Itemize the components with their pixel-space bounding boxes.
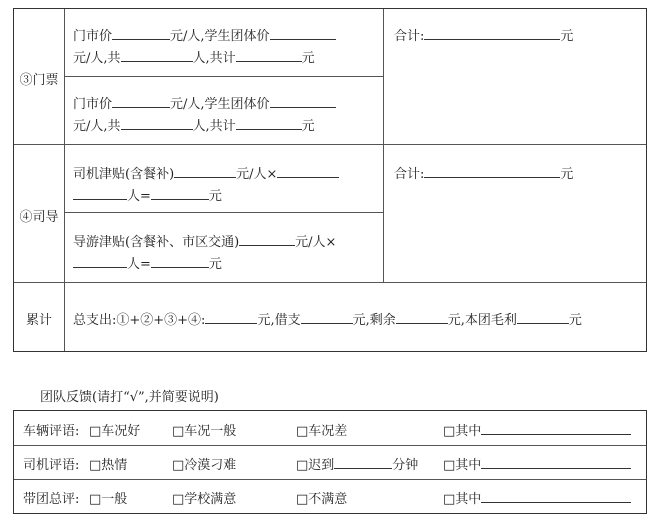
- driver-allowance-blank[interactable]: [174, 163, 236, 178]
- feedback-title: 团队反馈(请打“√”,并简要说明): [40, 390, 219, 405]
- option-other[interactable]: □其中: [443, 454, 631, 473]
- total-expense-blank[interactable]: [205, 309, 257, 324]
- late-minutes-blank[interactable]: [334, 454, 392, 469]
- student-price-blank[interactable]: [270, 25, 336, 40]
- label-column-divider: [64, 9, 65, 351]
- overall-feedback-row: [14, 479, 646, 513]
- driver-count-blank[interactable]: [277, 163, 339, 178]
- guide-line1: 导游津贴(含餐补、市区交通) 元/人×: [73, 231, 336, 251]
- gross-profit-blank[interactable]: [517, 309, 569, 324]
- staff-row-divider: [64, 212, 383, 213]
- section-divider-1: [14, 144, 646, 145]
- expense-table: [13, 8, 647, 352]
- driver-feedback-label: 司机评语:: [23, 458, 80, 473]
- total-column-divider: [383, 9, 384, 282]
- option-average[interactable]: □一般: [89, 492, 128, 507]
- tickets-total-blank[interactable]: [424, 25, 560, 40]
- ticket-row1-line1: 门市价 元/人,学生团体价: [73, 25, 336, 45]
- ticket-row2-line2: 元/人,共 人,共计 元: [73, 115, 315, 135]
- option-late[interactable]: □迟到 分钟: [296, 454, 418, 473]
- ticket-row1-line2: 元/人,共 人,共计 元: [73, 47, 315, 67]
- option-school-satisfied[interactable]: □学校满意: [172, 492, 237, 507]
- driver-line1: 司机津贴(含餐补) 元/人×: [73, 163, 339, 183]
- ticket-row2-line1: 门市价 元/人,学生团体价: [73, 93, 336, 113]
- option-good-condition[interactable]: □车况好: [89, 424, 141, 439]
- driver-line2: 人= 元: [73, 185, 222, 205]
- ticket-subtotal-blank[interactable]: [236, 47, 302, 62]
- cumulative-label: 累计: [25, 313, 52, 328]
- option-poor-condition[interactable]: □车况差: [296, 424, 348, 439]
- advance-blank[interactable]: [301, 309, 353, 324]
- overall-feedback-label: 带团总评:: [23, 492, 80, 507]
- guide-line2: 人= 元: [73, 253, 222, 273]
- other-comment-blank[interactable]: [481, 420, 631, 435]
- feedback-table: [13, 410, 647, 514]
- guide-people-blank[interactable]: [73, 253, 127, 268]
- other-comment-blank[interactable]: [481, 454, 631, 469]
- remaining-blank[interactable]: [396, 309, 448, 324]
- driver-feedback-row: [14, 445, 646, 479]
- option-not-satisfied[interactable]: □不满意: [296, 492, 348, 507]
- option-average-condition[interactable]: □车况一般: [172, 424, 237, 439]
- retail-price-blank[interactable]: [112, 25, 170, 40]
- guide-allowance-blank[interactable]: [239, 231, 295, 246]
- people-count-blank[interactable]: [121, 47, 193, 62]
- ticket-row-divider: [64, 76, 383, 77]
- staff-total-blank[interactable]: [424, 163, 560, 178]
- guide-subtotal-blank[interactable]: [151, 253, 209, 268]
- vehicle-feedback-row: [14, 411, 646, 445]
- tickets-total: 合计: 元: [394, 25, 573, 45]
- ticket-subtotal-blank[interactable]: [236, 115, 302, 130]
- option-other[interactable]: □其中: [443, 488, 631, 507]
- other-comment-blank[interactable]: [481, 488, 631, 503]
- section-divider-2: [14, 282, 646, 283]
- retail-price-blank[interactable]: [112, 93, 170, 108]
- staff-label: ④司导: [19, 210, 59, 225]
- driver-people-blank[interactable]: [73, 185, 127, 200]
- cumulative-line: 总支出:①+②+③+④: 元,借支 元,剩余 元,本团毛利 元: [73, 309, 582, 329]
- driver-subtotal-blank[interactable]: [151, 185, 209, 200]
- tickets-label: ③门票: [19, 73, 59, 88]
- option-other[interactable]: □其中: [443, 420, 631, 439]
- vehicle-feedback-label: 车辆评语:: [23, 424, 80, 439]
- people-count-blank[interactable]: [121, 115, 193, 130]
- student-price-blank[interactable]: [270, 93, 336, 108]
- option-warm[interactable]: □热情: [89, 458, 128, 473]
- staff-total: 合计: 元: [394, 163, 573, 183]
- option-cold-difficult[interactable]: □冷漠刁难: [172, 458, 237, 473]
